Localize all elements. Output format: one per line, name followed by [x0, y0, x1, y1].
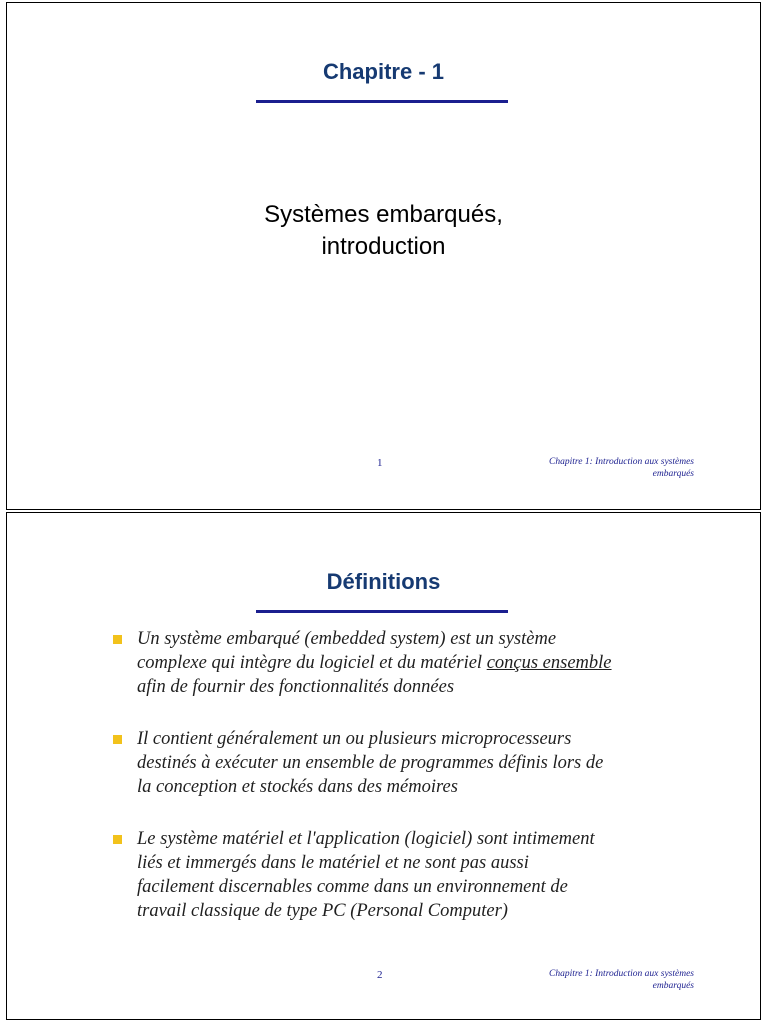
slide-1-subtitle-line-1: Systèmes embarqués, [264, 201, 503, 228]
definition-1-line-2 [137, 651, 671, 675]
square-bullet-icon [113, 735, 122, 744]
definition-3-line-3: facilement discernables comme dans un environnement de [137, 877, 568, 897]
slide-2-title-rule [256, 610, 508, 613]
slide-1-subtitle-line-2: introduction [321, 233, 446, 260]
slide-2 [6, 512, 761, 1020]
definition-2-line-2: destinés à exécuter un ensemble de programmes définis lors de [137, 753, 604, 773]
definition-3-line-1: Le système matériel et l'application (logiciel) sont intimement [137, 829, 595, 849]
definition-3-line-2: liés et immergés dans le matériel et ne sont pas aussi [137, 853, 529, 873]
definition-bullet-3 [111, 827, 671, 923]
slide-1-subtitle [7, 199, 760, 263]
definition-1-underlined-phrase: conçus ensemble [486, 653, 612, 673]
definition-text-3 [137, 827, 671, 923]
slide-1-page-number: 1 [377, 457, 383, 469]
definition-3-line-4: travail classique de type PC (Personal Computer) [137, 901, 508, 921]
slide-2-title: Définitions [326, 569, 441, 594]
definition-1-line-3: afin de fournir des fonctionnalités données [137, 677, 455, 697]
slide-1-footer-line-1: Chapitre 1: Introduction aux systèmes [549, 457, 694, 467]
definition-2-line-3: la conception et stockés dans des mémoires [137, 777, 458, 797]
slide-1-footer-line-2: embarqués [652, 469, 694, 479]
slide-1-title: Chapitre - 1 [322, 59, 445, 84]
definition-1-line-2-text: complexe qui intègre du logiciel et du matériel [137, 653, 487, 673]
definition-text-2 [137, 727, 671, 799]
slide-1-title-rule [256, 100, 508, 103]
definitions-list [111, 627, 671, 951]
definition-bullet-1 [111, 627, 671, 699]
square-bullet-icon [113, 835, 122, 844]
definition-bullet-2 [111, 727, 671, 799]
definition-text-1 [137, 627, 671, 699]
slide-2-footer-line-2: embarqués [652, 981, 694, 991]
slide-2-page-number: 2 [377, 969, 383, 981]
square-bullet-icon [113, 635, 122, 644]
slide-1 [6, 2, 761, 510]
slide-1-footer [504, 456, 694, 480]
slide-2-footer [504, 968, 694, 992]
slide-2-footer-line-1: Chapitre 1: Introduction aux systèmes [549, 969, 694, 979]
definition-1-line-1: Un système embarqué (embedded system) est un système [137, 629, 557, 649]
definition-2-line-1: Il contient généralement un ou plusieurs microprocesseurs [137, 729, 572, 749]
